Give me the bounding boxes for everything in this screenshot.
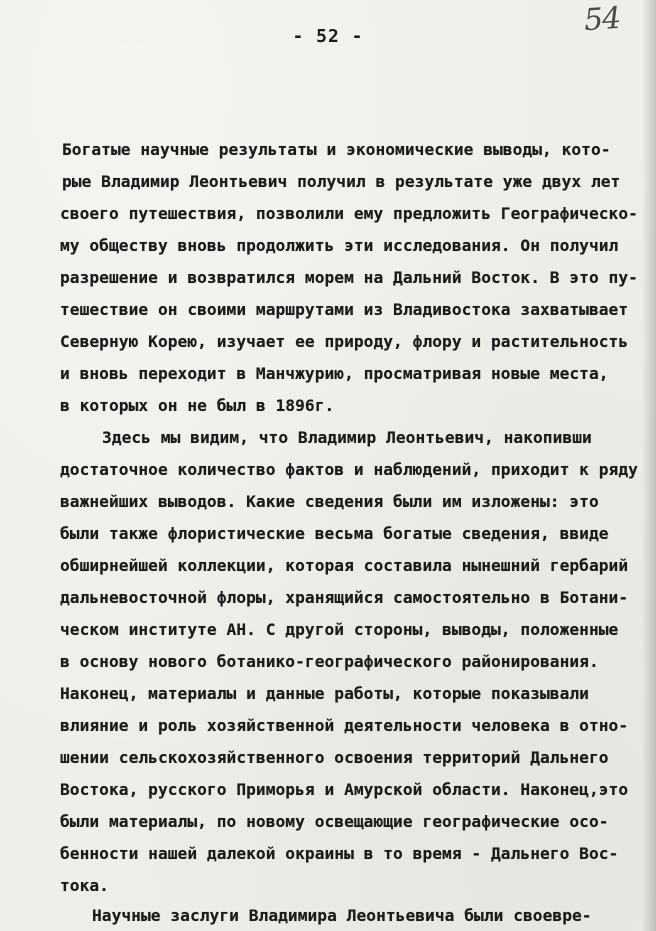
text-line: Наконец, материалы и данные работы, которые показывали: [60, 684, 589, 703]
text-line: и вновь переходит в Манчжурию, просматривая новые места,: [60, 364, 609, 383]
text-line: рые Владимир Леонтьевич получил в результате уже двух лет: [62, 172, 621, 191]
text-line: в которых он не был в 1896г.: [60, 396, 335, 415]
text-line: обширнейшей коллекции, которая составила нынешний гербарий: [60, 556, 629, 575]
text-line: ческом институте АН. С другой стороны, выводы, положенные: [60, 620, 619, 639]
page-number: - 52 -: [292, 26, 364, 47]
text-line: влияние и роль хозяйственной деятельности человека в отно-: [60, 716, 629, 735]
text-line: Научные заслуги Владимира Леонтьевича были своевре-: [92, 906, 592, 925]
text-line: тешествие он своими маршрутами из Владивостока захватывает: [60, 300, 629, 319]
text-line: в основу нового ботанико-географического районирования.: [60, 652, 599, 671]
text-line: Северную Корею, изучает ее природу, флору и растительность: [60, 332, 629, 351]
text-line: дальневосточной флоры, хранящийся самостоятельно в Ботани-: [60, 588, 629, 607]
text-line: Востока, русского Приморья и Амурской области. Наконец,это: [60, 780, 629, 799]
page-edge-shadow: [642, 0, 656, 931]
text-line: му обществу вновь продолжить эти исследования. Он получил: [60, 236, 619, 255]
text-line: были материалы, по новому освещающие географические осо-: [60, 812, 609, 831]
text-line: шении сельскохозяйственного освоения территорий Дальнего: [60, 748, 609, 767]
text-line: бенности нашей далекой окраины в то время - Дальнего Вос-: [60, 844, 619, 863]
text-line: своего путешествия, позволили ему предложить Географическо-: [60, 204, 638, 223]
text-line: достаточное количество фактов и наблюдений, приходит к ряду: [60, 460, 638, 479]
text-line: разрешение и возвратился морем на Дальний Восток. В это пу-: [60, 268, 638, 287]
text-line: Здесь мы видим, что Владимир Леонтьевич, накопивши: [102, 428, 592, 447]
text-line: были также флористические весьма богатые сведения, ввиде: [60, 524, 609, 543]
text-line: тока.: [60, 876, 109, 895]
archive-page-mark: 54: [582, 0, 622, 39]
text-line: важнейших выводов. Какие сведения были им изложены: это: [60, 492, 599, 511]
text-line: Богатые научные результаты и экономические выводы, кото-: [62, 140, 611, 159]
